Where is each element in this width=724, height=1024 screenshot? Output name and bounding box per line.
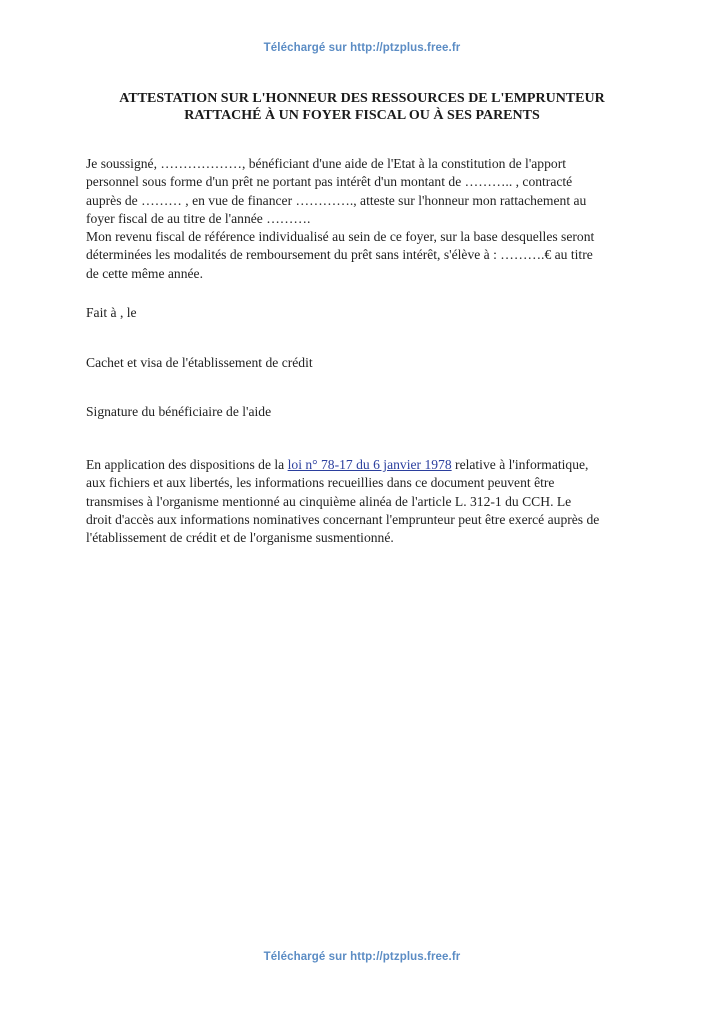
law-reference-link[interactable]: loi n° 78-17 du 6 janvier 1978 — [287, 457, 452, 472]
title-line-1: ATTESTATION SUR L'HONNEUR DES RESSOURCES DE L'EMPRUNTEUR — [119, 91, 605, 106]
body-line: déterminées les modalités de remboursement du prêt sans intérêt, s'élève à : ……….€ au titre — [86, 247, 593, 263]
body-line: de cette même année. — [86, 265, 203, 281]
attestation-body — [86, 155, 646, 283]
legal-line: aux fichiers et aux libertés, les informations recueillies dans ce document peuvent être — [86, 475, 555, 491]
beneficiary-signature-label: Signature du bénéficiaire de l'aide — [86, 404, 272, 419]
bank-stamp-label: Cachet et visa de l'établissement de crédit — [86, 355, 313, 370]
document-title — [80, 90, 644, 124]
legal-line-1 — [86, 456, 642, 474]
legal-line: droit d'accès aux informations nominatives concernant l'emprunteur peut être exercé auprès de — [86, 511, 600, 527]
body-line: Mon revenu fiscal de référence individualisé au sein de ce foyer, sur la base desquelles seront — [86, 229, 595, 245]
download-source-footer: Téléchargé sur http://ptzplus.free.fr — [263, 951, 461, 963]
legal-line: transmises à l'organisme mentionné au cinquième alinéa de l'article L. 312-1 du CCH. Le — [86, 493, 572, 509]
title-line-2: RATTACHÉ À UN FOYER FISCAL OU À SES PARENTS — [184, 108, 540, 123]
body-line: foyer fiscal de au titre de l'année ………. — [86, 210, 311, 226]
place-date-line: Fait à , le — [86, 305, 137, 320]
body-line: Je soussigné, ………………, bénéficiant d'une aide de l'Etat à la constitution de l'apport — [86, 156, 566, 171]
legal-prefix: En application des dispositions de la — [86, 457, 288, 472]
legal-line: l'établissement de crédit et de l'organisme susmentionné. — [86, 530, 394, 546]
body-line: auprès de ……… , en vue de financer …………., atteste sur l'honneur mon rattachement au — [86, 192, 587, 208]
download-source-header: Téléchargé sur http://ptzplus.free.fr — [263, 42, 461, 54]
legal-notice — [86, 456, 642, 547]
legal-suffix: relative à l'informatique, — [451, 457, 589, 472]
body-line: personnel sous forme d'un prêt ne portant pas intérêt d'un montant de ……….. , contracté — [86, 174, 573, 190]
